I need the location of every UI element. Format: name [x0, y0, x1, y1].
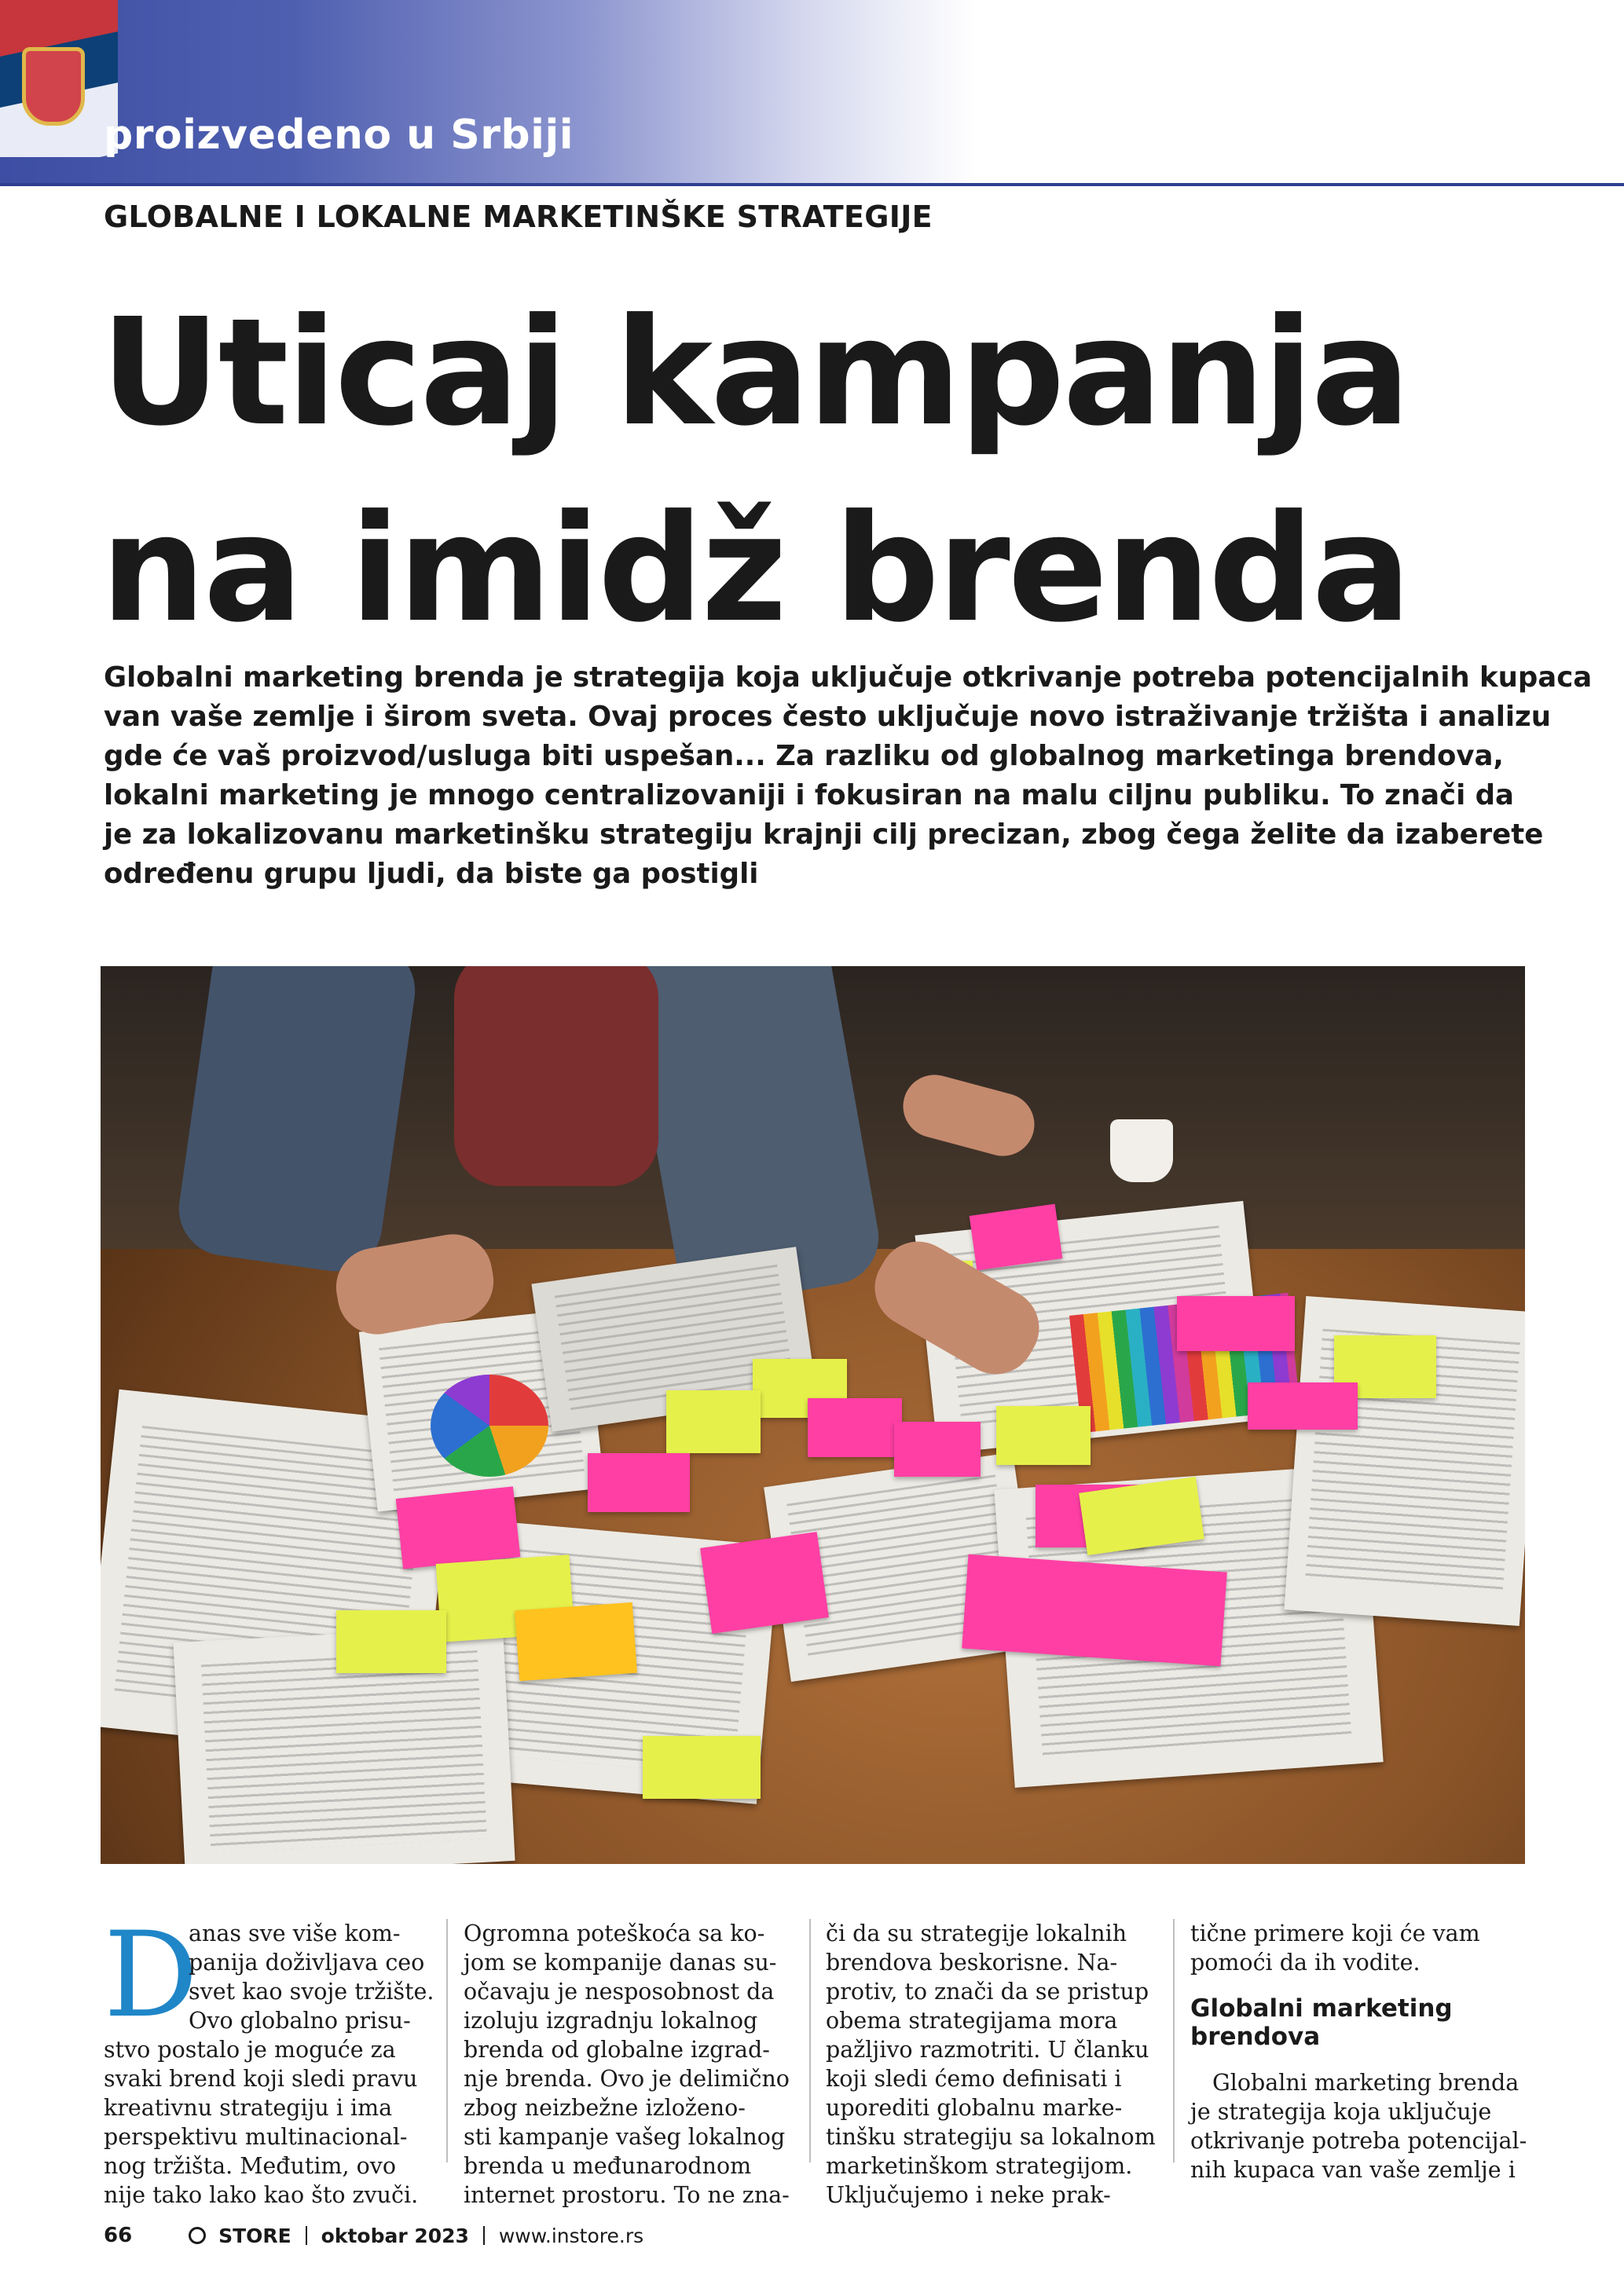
page-number: 66 [104, 2224, 133, 2247]
body-line: pomoći da ih vodite. [1190, 1950, 1421, 1976]
column-divider [446, 1919, 448, 2162]
column-divider [1173, 1919, 1175, 2162]
body-line: otkrivanje potreba potencijal- [1190, 2128, 1527, 2154]
body-line: internet prostoru. To ne zna- [464, 2182, 790, 2208]
article-photo [101, 966, 1525, 1864]
issue-date: oktobar 2023 [321, 2224, 469, 2247]
subheading [1190, 1994, 1497, 2051]
body-line: perspektivu multinacional- [104, 2124, 408, 2150]
body-line: nje brenda. Ovo je delimično [464, 2066, 790, 2092]
lead-line: Globalni marketing brenda je strategija koja uključuje otkrivanje potreba potencijalnih kupaca [104, 661, 1593, 694]
body-line: uporediti globalnu marke- [826, 2095, 1123, 2121]
section-title: proizvedeno u Srbiji [104, 112, 574, 159]
article-headline [101, 275, 1531, 668]
body-line: kreativnu strategiju i ima [104, 2095, 393, 2121]
body-line: zbog neizbežne izloženo- [464, 2095, 746, 2121]
body-column-3 [826, 1919, 1156, 2210]
coat-of-arms-icon [22, 47, 85, 126]
body-line: anas sve više kom- [189, 1921, 401, 1946]
body-line: nije tako lako kao što zvuči. [104, 2182, 419, 2208]
article-lead [104, 658, 1593, 894]
lead-line: je za lokalizovanu marketinšku strategiju krajnji cilj precizan, zbog čega želite da izaberete [104, 818, 1544, 851]
body-line: brenda od globalne izgrad- [464, 2037, 770, 2063]
body-line: či da su strategije lokalnih [826, 1921, 1127, 1946]
body-line: očavaju je nesposobnost da [464, 1979, 775, 2005]
lead-line: lokalni marketing je mnogo centralizovaniji i fokusiran na malu ciljnu publiku. To znači da [104, 779, 1514, 811]
subheading-line: brendova [1190, 2023, 1321, 2051]
body-line: sti kampanje vašeg lokalnog [464, 2124, 786, 2150]
body-line: je strategija koja uključuje [1190, 2099, 1492, 2125]
subheading-line: Globalni marketing [1190, 1994, 1453, 2023]
header-divider [0, 183, 1624, 186]
magazine-brand: STORE [218, 2224, 291, 2247]
body-line: nog tržišta. Međutim, ovo [104, 2153, 396, 2179]
body-line: nih kupaca van vaše zemlje i [1190, 2157, 1516, 2183]
body-line: jom se kompanije danas su- [464, 1950, 777, 1976]
headline-line: Uticaj kampanja [101, 287, 1409, 459]
body-column-4 [1190, 1919, 1527, 2184]
lead-line: van vaše zemlje i širom sveta. Ovaj proces često uključuje novo istraživanje tržišta i analizu [104, 701, 1551, 733]
body-line: koji sledi ćemo definisati i [826, 2066, 1122, 2092]
body-line: Globalni marketing brenda [1212, 2070, 1520, 2096]
coffee-mug-icon [1110, 1119, 1173, 1182]
body-line: obema strategijama mora [826, 2008, 1118, 2034]
body-line: Ovo globalno prisu- [189, 2008, 411, 2034]
drop-cap: D [104, 1907, 199, 2044]
body-line: tinšku strategiju sa lokalnom [826, 2124, 1156, 2150]
body-line: brenda u međunarodnom [464, 2153, 752, 2179]
serbian-flag-icon [0, 0, 118, 157]
header-band [0, 0, 1624, 185]
body-line: Ogromna poteškoća sa ko- [464, 1921, 765, 1946]
lead-line: određenu grupu ljudi, da biste ga postigli [104, 858, 759, 890]
body-line: izoluju izgradnju lokalnog [464, 2008, 758, 2034]
arm-shape [454, 966, 658, 1186]
body-line: protiv, to znači da se pristup [826, 1979, 1149, 2005]
column-divider [809, 1919, 811, 2162]
body-line: panija doživljava ceo [189, 1950, 425, 1976]
body-line: tične primere koji će vam [1190, 1921, 1480, 1946]
body-column-1 [104, 1907, 434, 2210]
body-line: svet kao svoje tržište. [189, 1979, 434, 2005]
lead-line: gde će vaš proizvod/usluga biti uspešan... Za razliku od globalnog marketinga brendova, [104, 740, 1504, 772]
body-line: marketinškom strategijom. [826, 2153, 1133, 2179]
page-footer [104, 2223, 643, 2254]
website-link[interactable]: www.instore.rs [498, 2224, 644, 2247]
body-line: Uključujemo i neke prak- [826, 2182, 1111, 2208]
article-kicker: GLOBALNE I LOKALNE MARKETINŠKE STRATEGIJE [104, 200, 933, 234]
body-line: pažljivo razmotriti. U članku [826, 2037, 1149, 2063]
instore-logo-icon [189, 2227, 206, 2244]
body-line: svaki brend koji sledi pravu [104, 2066, 418, 2092]
footer-divider [306, 2226, 307, 2245]
pie-graphic [431, 1375, 548, 1477]
body-line: stvo postalo je moguće za [104, 2037, 396, 2063]
headline-line: na imidž brenda [101, 483, 1410, 655]
body-line: brendova beskorisne. Na- [826, 1950, 1118, 1976]
body-column-2 [464, 1919, 790, 2210]
footer-divider [483, 2226, 485, 2245]
